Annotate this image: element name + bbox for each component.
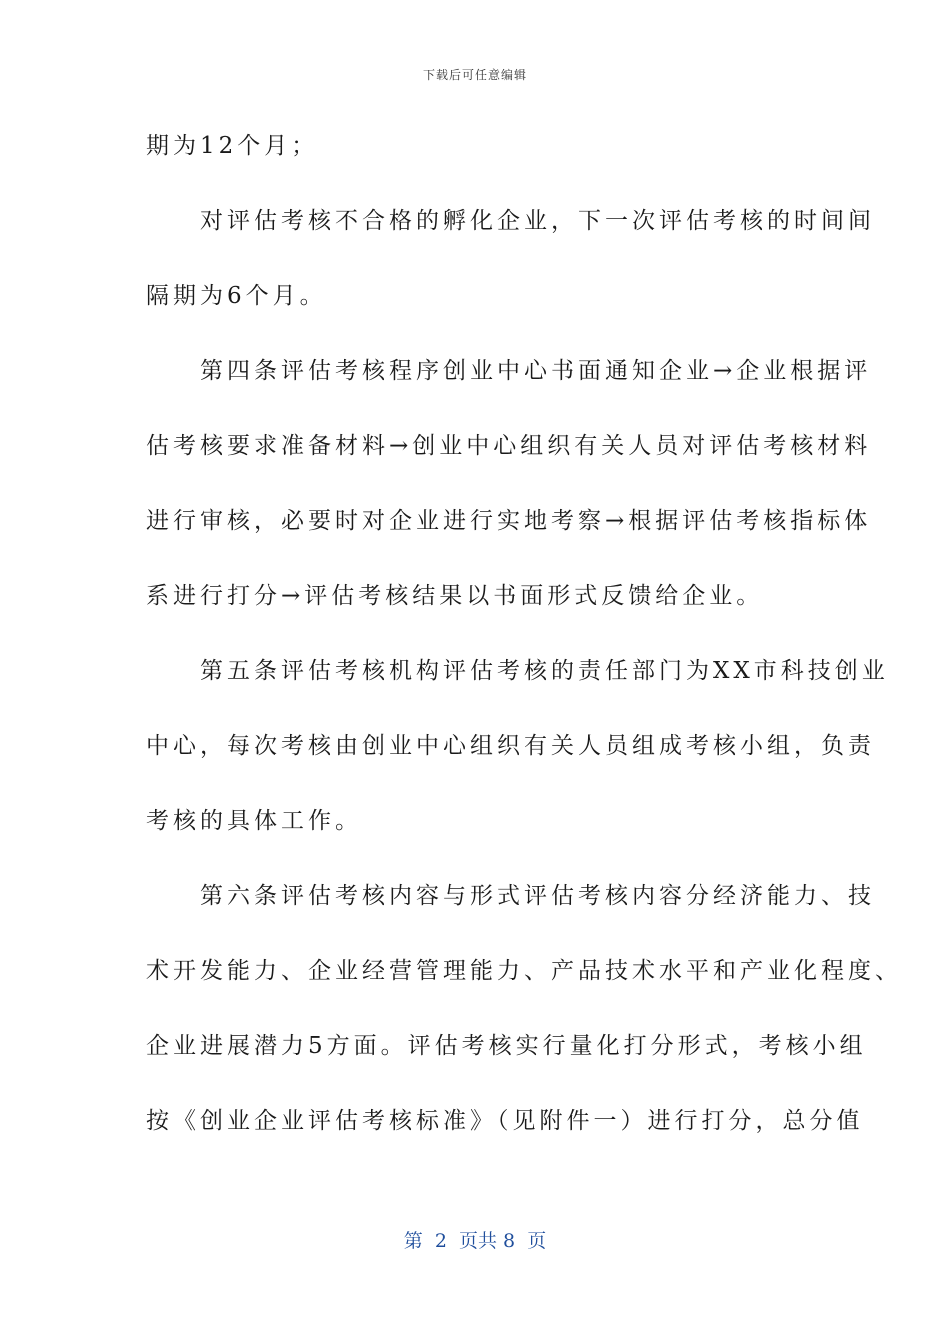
text-line: 术开发能力、企业经营管理能力、产品技术水平和产业化程度、 [146,958,902,984]
text-line: 系进行打分→评估考核结果以书面形式反馈给企业。 [146,583,764,609]
text-line: 进行审核，必要时对企业进行实地考察→根据评估考核指标体 [146,508,872,534]
document-body [146,126,902,1176]
text-line: 中心，每次考核由创业中心组织有关人员组成考核小组，负责 [146,733,875,759]
text-line: 对评估考核不合格的孵化企业，下一次评估考核的时间间 [146,208,875,234]
page-header: 下载后可任意编辑 [422,68,527,82]
text-line: 企业进展潜力5方面。评估考核实行量化打分形式，考核小组 [146,1033,867,1059]
text-line: 第六条评估考核内容与形式评估考核内容分经济能力、技 [146,883,875,909]
text-line: 期为12个月； [146,133,319,159]
text-line: 隔期为6个月。 [146,283,327,309]
text-line: 考核的具体工作。 [146,808,362,834]
text-line: 估考核要求准备材料→创业中心组织有关人员对评估考核材料 [146,433,872,459]
page-footer: 第 2 页共 8 页 [403,1230,547,1252]
text-line: 第四条评估考核程序创业中心书面通知企业→企业根据评 [146,358,872,384]
text-line: 按《创业企业评估考核标准》（见附件一）进行打分，总分值 [146,1108,864,1134]
text-line: 第五条评估考核机构评估考核的责任部门为XX市科技创业 [146,658,889,684]
